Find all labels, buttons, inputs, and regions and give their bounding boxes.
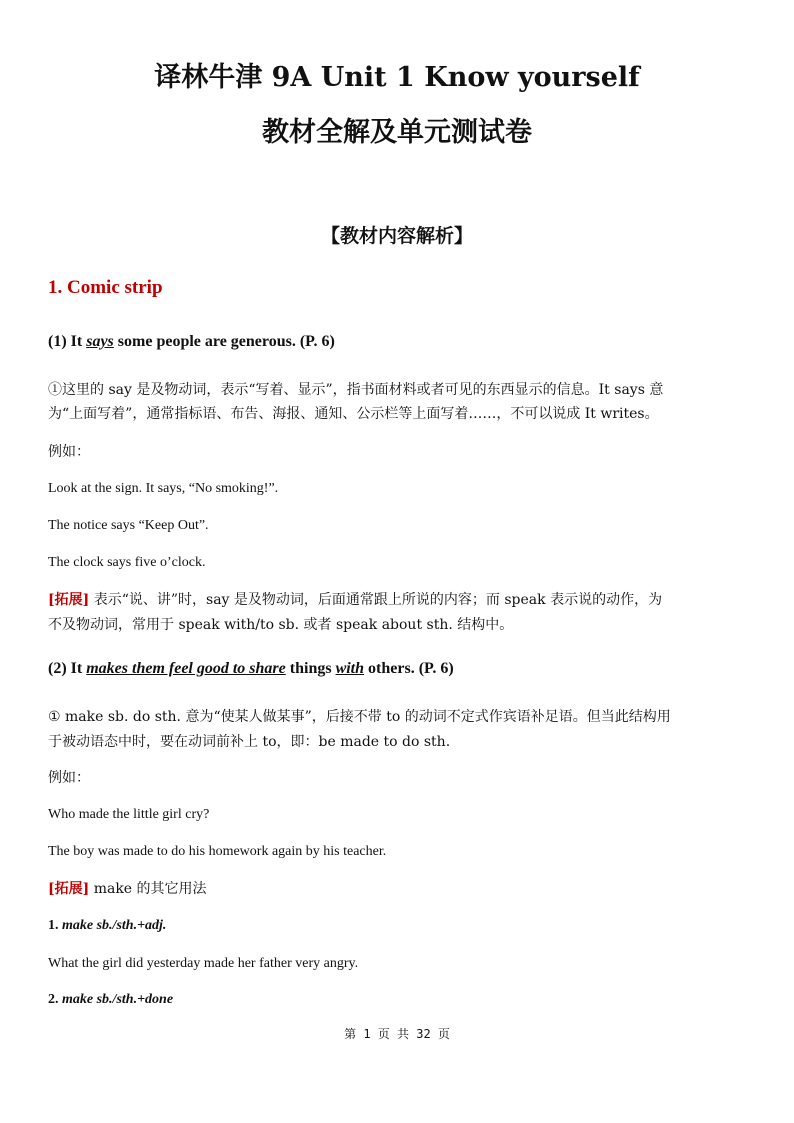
q2-keyword-2: with [335,660,365,677]
q2-keyword-1: makes them feel good to share [86,660,286,677]
q2-explain-line2: 于被动语态中时，要在动词前补上 to，即：be made to do sth. [48,734,451,750]
section-heading: 【教材内容解析】 [320,225,473,247]
q2-suffix: others. (P. 6) [364,660,454,677]
q1-example: Look at the sign. It says, “No smoking!”. [48,481,279,496]
q1-extend-label: [拓展] [48,592,90,608]
usage-example: What the girl did yesterday made her father very angry. [48,956,359,971]
usage-item [48,992,173,1008]
q2-extend-label: [拓展] [48,881,90,897]
q1-suffix: some people are generous. (P. 6) [113,333,335,350]
q1-explain-line2: 为“上面写着”，通常指标语、布告、海报、通知、公示栏等上面写着……，不可以说成 It writes。 [48,406,659,422]
usage-item [48,918,166,934]
usage-pattern: make sb./sth.+done [62,992,174,1007]
q2-explain-line1: ① make sb. do sth. 意为“使某人做某事”，后接不带 to 的动词不定式作宾语补足语。但当此结构用 [48,709,671,725]
q1-example: The clock says five o’clock. [48,555,206,570]
usage-num: 2. [48,992,62,1007]
q1-example: The notice says “Keep Out”. [48,518,209,533]
q2-example-label: 例如： [48,770,90,786]
document-title: 译林牛津 9A Unit 1 Know yourself [154,62,640,93]
question-2 [48,660,454,678]
q1-example-label: 例如： [48,444,90,460]
usage-pattern: make sb./sth.+adj. [62,918,167,933]
document-subtitle: 教材全解及单元测试卷 [262,117,532,148]
q1-extend-line2: 不及物动词，常用于 speak with/to sb. 或者 speak about sth. 结构中。 [48,617,514,633]
q1-extend-text: 表示“说、讲”时，say 是及物动词，后面通常跟上所说的内容；而 speak 表示说的动作，为 [89,592,663,608]
q2-extend [48,876,207,902]
q1-extend-line1 [48,587,662,613]
page-footer: 第 1 页 共 32 页 [344,1027,450,1041]
part-heading: 1. Comic strip [48,277,163,298]
q2-prefix: (2) It [48,660,87,677]
q1-keyword: says [86,333,114,350]
q2-middle: things [285,660,336,677]
q2-example: The boy was made to do his homework again by his teacher. [48,844,387,859]
usage-num: 1. [48,918,62,933]
question-1 [48,333,335,351]
q1-explain-line1: ①这里的 say 是及物动词，表示“写着、显示”，指书面材料或者可见的东西显示的信息。It says 意 [48,382,664,398]
q2-example: Who made the little girl cry? [48,807,210,822]
q2-extend-text: make 的其它用法 [89,881,207,897]
q1-prefix: (1) It [48,333,87,350]
